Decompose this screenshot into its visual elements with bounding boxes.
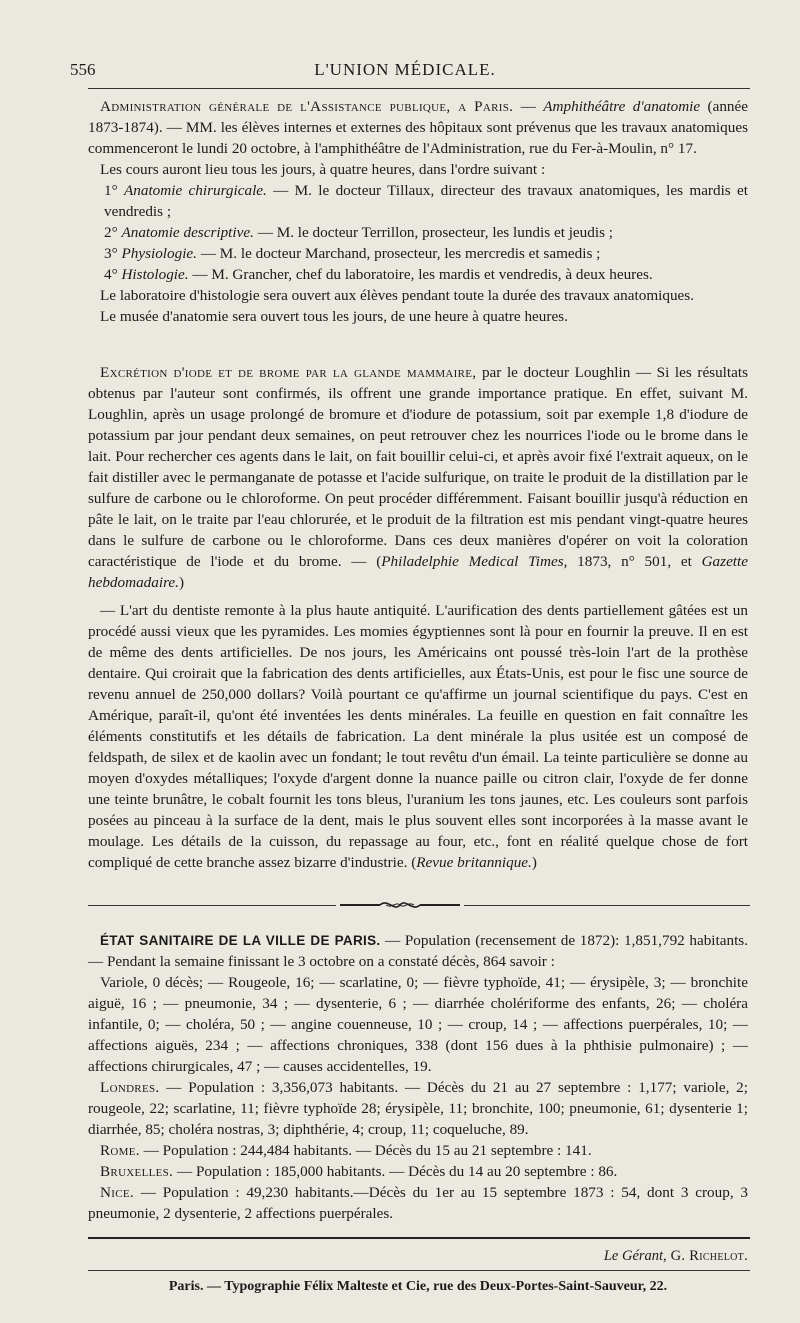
assistance-heading: Administration générale de l'Assistance publique, a Paris. — [100, 98, 514, 115]
printer-credit: Paris. — Typographie Félix Malteste et Cie, rue des Deux-Portes-Saint-Sauveur, 22. — [168, 1279, 668, 1294]
course-item: 4° Histologie. — M. Grancher, chef du laboratoire, les mardis et vendredis, à deux heures. — [104, 266, 653, 283]
footer — [88, 1246, 748, 1267]
header-rule — [88, 88, 750, 89]
article-iode-brome — [88, 362, 748, 593]
rome-stats: Rome. — Population : 244,484 habitants. — Décès du 15 au 21 septembre : 141. — [100, 1142, 592, 1159]
assistance-intro: Administration générale de l'Assistance publique, a Paris. — Amphithéâtre d'anatomie (année 1873-1874). — MM. les élèves internes et externes des hôpitaux sont prévenus que les travaux anatomiques commenceront le lundi 20 octobre, à l'amphithéâtre de l'Administration, rue du Fer-à-Moulin, n° 17. — [88, 98, 749, 157]
musee-text: Le musée d'anatomie sera ouvert tous les jours, de une heure à quatre heures. — [100, 308, 568, 325]
bruxelles-stats: Bruxelles. — Population : 185,000 habitants. — Décès du 14 au 20 septembre : 86. — [100, 1163, 618, 1180]
divider-left — [88, 905, 336, 906]
laboratoire-text: Le laboratoire d'histologie sera ouvert aux élèves pendant toute la durée des travaux anatomiques. — [100, 287, 694, 304]
iode-paragraph: Excrétion d'iode et de brome par la glande mammaire, par le docteur Loughlin — Si les résultats obtenus par l'auteur sont confirmés, ils offrent une grande importance pratique. En effet, suivant M. Loughlin, après un usage prolongé de bromure et d'iodure de potassium, soit par exemple 1,8 d'iodure de potassium par jour pendant deux semaines, on peut retrouver chez les nourrices l'iode ou le brome dans le lait. Pour rechercher ces agents dans le lait, on fait bouillir celui-ci, et après avoir fixé l'extrait aqueux, on le fait distiller avec le permanganate de potasse et l'acide sulfurique, on traite le produit de la distillation par le sulfure de carbone ou le chloroforme. On peut procéder différemment. Faisant bouillir jusqu'à réduction en pâte le lait, on le traite par l'eau chlorurée, et le produit de la filtration est mis pendant vingt-quatre heures dans le sulfure de carbone ou le chloroforme. Dans ces deux manières d'opérer on voit la coloration caractéristique de l'iode et du brome. — (Philadelphie Medical Times, 1873, n° 501, et Gazette hebdomadaire.) — [88, 364, 748, 591]
amphitheatre-title: Amphithéâtre d'anatomie — [543, 98, 701, 115]
course-item: 1° Anatomie chirurgicale. — M. le docteur Tillaux, directeur des travaux anatomiques, les mardis et vendredis ; — [104, 182, 748, 220]
page-header — [60, 60, 750, 86]
etat-intro: ÉTAT SANITAIRE DE LA VILLE DE PARIS. — Population (recensement de 1872): 1,851,792 habitants.— Pendant la semaine finissant le 3 octobre on a constaté décès, 864 savoir : — [88, 932, 748, 970]
course-item: 2° Anatomie descriptive. — M. le docteur Terrillon, prosecteur, les lundis et jeudis ; — [104, 224, 613, 241]
printer-line — [88, 1276, 748, 1297]
etat-heading: ÉTAT SANITAIRE DE LA VILLE DE PARIS. — [100, 933, 381, 948]
dentiste-paragraph: — L'art du dentiste remonte à la plus haute antiquité. L'aurification des dents partiellement gâtées est un procédé aussi vieux que les pyramides. Les momies égyptiennes sont là pour en fournir la preuve. Il en est de même des dents artificielles. De nos jours, les Américains ont poussé très-loin l'art de la prothèse dentaire. Qui croirait que la fabrication des dents artificielles, aux États-Unis, est pour le fisc une source de revenu annuel de 250,000 dollars? Voilà pourtant ce qu'affirme un journal scientifique du pays. C'est en Amérique, paraît-il, qu'ont été inventées les dents minérales. La feuille en question en fait connaître les éléments constitutifs et les détails de fabrication. La dent minérale la plus usitée est un composé de feldspath, de silex et de kaolin avec un fondant; le tout revêtu d'un émail. La teinte particulière se donne au moyen d'oxydes métalliques; l'oxyde d'argent donne la nuance paille ou citron clair, l'oxyde de fer donne une teinte brunâtre, le cobalt fournit les tons bleus, l'uranium les tons jaunes, etc. Les couleurs sont parfois posées au pinceau à la surface de la dent, mais le plus souvent elles sont incorporées à la masse avant le moulage. Les détails de la cuisson, du repassage au four, etc., font en réalité quelque chose de fort compliqué de cette branche assez bizarre d'industrie. (Revue britannique.) — [88, 602, 748, 871]
cours-text: Les cours auront lieu tous les jours, à quatre heures, dans l'ordre suivant : — [100, 161, 546, 178]
article-etat-sanitaire — [88, 930, 748, 1224]
course-item: 3° Physiologie. — M. le docteur Marchand, prosecteur, les mercredis et samedis ; — [104, 245, 601, 262]
nice-stats: Nice. — Population : 49,230 habitants.—Décès du 1er au 15 septembre 1873 : 54, dont 3 croup, 3 pneumonie, 2 dysenterie, 2 affections puerpérales. — [88, 1184, 748, 1222]
ornamental-divider — [340, 898, 460, 912]
article-assistance-publique — [88, 96, 748, 327]
londres-stats: Londres. — Population : 3,356,073 habitants. — Décès du 21 au 27 septembre : 1,177; variole, 2; rougeole, 22; scarlatine, 11; fièvre typhoïde 28; érysipèle, 11; bronchite, 100; pneumonie, 61; dysenterie 1; diarrhée, 85; choléra nostras, 3; diphthérie, 4; croup, 11; coqueluche, 89. — [88, 1079, 748, 1138]
article-dentiste — [88, 600, 748, 873]
journal-title: L'UNION MÉDICALE. — [314, 60, 496, 79]
gerant-signature: Le Gérant, G. Richelot. — [603, 1248, 748, 1264]
printer-rule — [88, 1270, 750, 1271]
page-number: 556 — [70, 60, 96, 79]
iode-heading: Excrétion d'iode et de brome par la glande mammaire, — [100, 364, 477, 381]
paris-details: Variole, 0 décès; — Rougeole, 16; — scarlatine, 0; — fièvre typhoïde, 41; — érysipèle, 3; — bronchite aiguë, 16 ; — pneumonie, 34 ; — dysenterie, 6 ; — diarrhée cholériforme des enfants, 26; — choléra infantile, 0; — choléra, 50 ; — angine couenneuse, 10 ; — croup, 14 ; — affections puerpérales, 10; — affections aiguës, 234 ; — affections chroniques, 338 (dont 156 dues à la phthisie pulmonaire) ; — affections chirurgicales, 47 ; — causes accidentelles, 19. — [88, 974, 748, 1075]
footer-rule — [88, 1237, 750, 1239]
divider-right — [464, 905, 750, 906]
